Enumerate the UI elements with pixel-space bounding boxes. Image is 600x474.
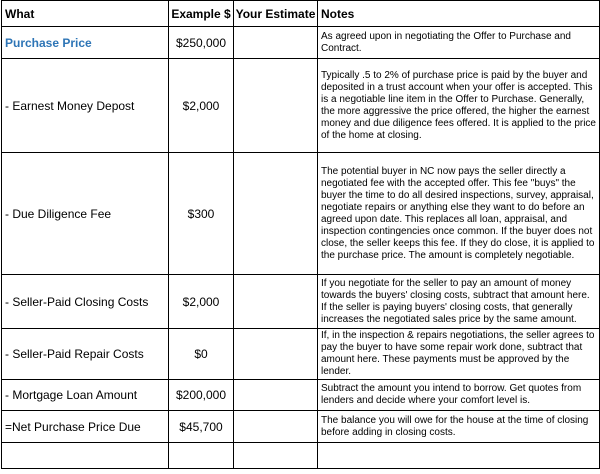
notes-text: Subtract the amount you intend to borrow. Get quotes from lenders and decide where your comfort level is. <box>318 380 600 411</box>
estimate-cell[interactable] <box>234 275 318 329</box>
table-row <box>2 380 600 411</box>
table-row <box>2 275 600 329</box>
header-row <box>2 1 600 27</box>
row-label <box>2 443 169 469</box>
header-notes: Notes <box>318 1 600 27</box>
notes-text: The potential buyer in NC now pays the seller directly a negotiated fee with the accepted offer. This fee "buys" the buyer the time to do all desired inspections, survey, appraisal, negotiate repairs or anything else they want to do before an agreed upon date. This replaces all loan, appraisal, and inspection contingencies once common. If the buyer does not close, the seller keeps this fee. If they do close, it is applied to the purchase price. The amount is completely negotiable. <box>318 153 600 275</box>
row-label: =Net Purchase Price Due <box>2 411 169 443</box>
header-what: What <box>2 1 169 27</box>
row-label: Purchase Price <box>2 27 169 59</box>
estimate-cell[interactable] <box>234 411 318 443</box>
header-example: Example $ <box>169 1 234 27</box>
table-row <box>2 27 600 59</box>
table-row <box>2 411 600 443</box>
notes-text: If you negotiate for the seller to pay an amount of money towards the buyers' closing costs, subtract that amount here. If the seller is paying buyers' closing costs, that generally increases the negotiated sales price by the same amount. <box>318 275 600 329</box>
notes-text: As agreed upon in negotiating the Offer to Purchase and Contract. <box>318 27 600 59</box>
example-value: $2,000 <box>169 59 234 153</box>
estimate-cell[interactable] <box>234 153 318 275</box>
example-value: $300 <box>169 153 234 275</box>
header-your-estimate: Your Estimate <box>234 1 318 27</box>
row-label: - Earnest Money Depost <box>2 59 169 153</box>
notes-text: If, in the inspection & repairs negotiations, the seller agrees to pay the buyer to have some repair work done, subtract that amount here. These payments must be approved by the lender. <box>318 329 600 380</box>
notes-text: The balance you will owe for the house at the time of closing before adding in closing costs. <box>318 411 600 443</box>
cost-worksheet-table <box>1 0 600 469</box>
estimate-cell[interactable] <box>234 329 318 380</box>
row-label: - Seller-Paid Closing Costs <box>2 275 169 329</box>
example-value: $250,000 <box>169 27 234 59</box>
row-label: - Mortgage Loan Amount <box>2 380 169 411</box>
notes-text: Typically .5 to 2% of purchase price is paid by the buyer and deposited in a trust account when your offer is accepted. This is a negotiable line item in the Offer to Purchase. Generally, the more aggressive the price offered, the higher the earnest money and due diligence fees offered. It is applied to the price of the home at closing. <box>318 59 600 153</box>
row-label: - Due Diligence Fee <box>2 153 169 275</box>
table-row <box>2 443 600 469</box>
row-label: - Seller-Paid Repair Costs <box>2 329 169 380</box>
example-value: $0 <box>169 329 234 380</box>
example-value: $2,000 <box>169 275 234 329</box>
example-value: $200,000 <box>169 380 234 411</box>
estimate-cell[interactable] <box>234 443 318 469</box>
table-row <box>2 59 600 153</box>
estimate-cell[interactable] <box>234 59 318 153</box>
estimate-cell[interactable] <box>234 27 318 59</box>
example-value <box>169 443 234 469</box>
table-row <box>2 153 600 275</box>
example-value: $45,700 <box>169 411 234 443</box>
estimate-cell[interactable] <box>234 380 318 411</box>
table-row <box>2 329 600 380</box>
notes-text <box>318 443 600 469</box>
